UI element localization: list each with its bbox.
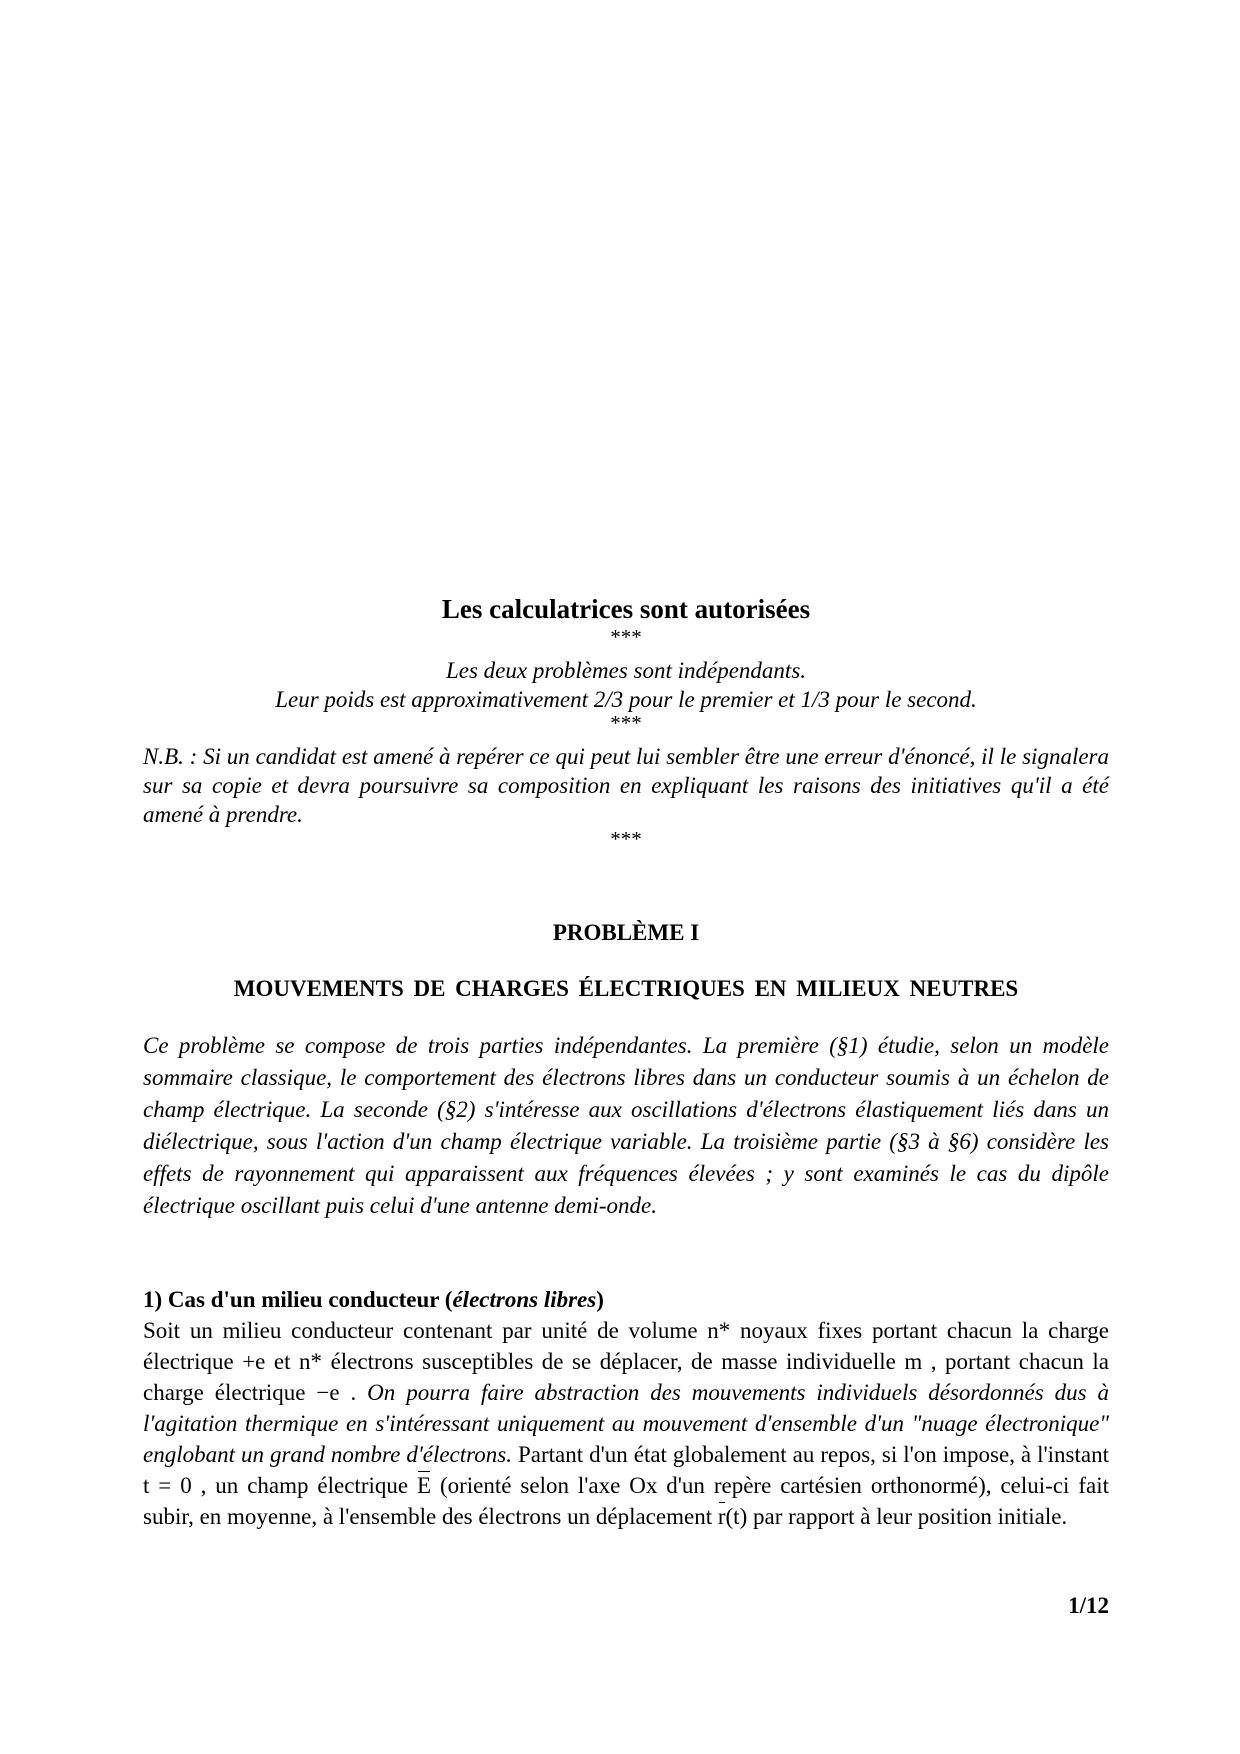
body-text-part2: Partant d'un état globalement au repos, si l'on impose, à l'instant t = 0 , un champ électrique — [143, 1442, 1110, 1498]
problem-summary: Ce problème se compose de trois parties indépendantes. La première (§1) étudie, selon un modèle sommaire classique, le comportement des électrons libres dans un conducteur soumis à un échelon de champ électrique. La seconde (§2) s'intéresse aux oscillations d'électrons élastiquement liés dans un diélectrique, sous l'action d'un champ électrique variable. La troisième partie (§3 à §6) considère les effets de rayonnement qui apparaissent aux fréquences élevées ; y sont examinés le cas du dipôle électrique oscillant puis celui d'une antenne demi-onde. — [143, 1033, 1109, 1218]
section-heading — [143, 1285, 1109, 1315]
section-heading-suffix: ) — [596, 1287, 604, 1312]
section-heading-prefix: 1) Cas d'un milieu conducteur ( — [143, 1287, 453, 1312]
body-text-italic: On pourra faire abstraction des mouvements individuels désordonnés dus à l'agitation thermique en s'intéressant uniquement au mouvement d'ensemble d'un "nuage électronique" englobant un grand nombre d'électrons. — [143, 1380, 1109, 1467]
problem-label: PROBLÈME I — [552, 920, 700, 945]
section-body — [143, 1315, 1109, 1532]
separator-stars: *** — [610, 711, 642, 735]
vector-r-symbol: r — [718, 1501, 726, 1532]
separator-stars: *** — [610, 827, 642, 851]
problem-subtitle: MOUVEMENTS DE CHARGES ÉLECTRIQUES EN MILIEUX NEUTRES — [233, 976, 1019, 1001]
intro-independent-problems: Les deux problèmes sont indépendants. — [445, 658, 807, 683]
intro-weights: Leur poids est approximativement 2/3 pour le premier et 1/3 pour le second. — [275, 687, 977, 712]
body-text-part1: Soit un milieu conducteur contenant par unité de volume n* noyaux fixes portant chacun la charge électrique +e et n* électrons susceptibles de se déplacer, de masse individuelle m , portant chacun la charge électrique −e . — [143, 1318, 1109, 1405]
page-number: 1/12 — [1068, 1593, 1109, 1618]
section-heading-italic: électrons libres — [452, 1287, 597, 1312]
body-text-part3: (orienté selon l'axe Ox d'un repère cartésien orthonormé), celui-ci fait subir, en moyenne, à l'ensemble des électrons un déplacement — [143, 1473, 1109, 1529]
vector-e-symbol: E — [417, 1470, 431, 1501]
nb-paragraph: N.B. : Si un candidat est amené à repérer ce qui peut lui sembler être une erreur d'énoncé, il le signalera sur sa copie et devra poursuivre sa composition en expliquant les raisons des initiatives qu'il a été amené à prendre. — [143, 744, 1109, 827]
calculator-notice-title: Les calculatrices sont autorisées — [441, 594, 811, 624]
body-text-part4: par rapport à leur position initiale. — [747, 1504, 1068, 1529]
separator-stars: *** — [610, 625, 642, 649]
vector-r-argument: (t) — [725, 1504, 748, 1529]
